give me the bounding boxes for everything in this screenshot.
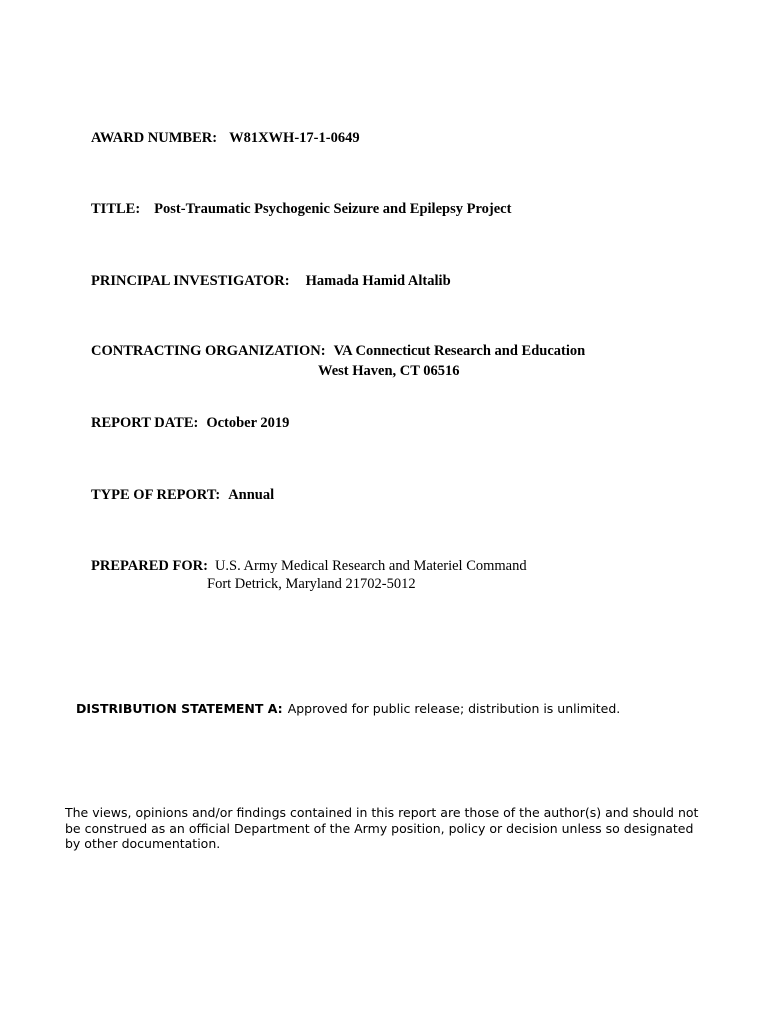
award-number-line xyxy=(91,130,360,147)
title-line xyxy=(91,201,511,218)
prepared-for-line xyxy=(91,558,527,575)
contracting-organization-label: CONTRACTING ORGANIZATION: xyxy=(91,343,326,359)
report-type-label: TYPE OF REPORT: xyxy=(91,487,221,503)
disclaimer-line-2: be construed as an official Department of the Army position, policy or decision unless so designated xyxy=(65,821,694,836)
prepared-for-address: Fort Detrick, Maryland 21702-5012 xyxy=(207,576,416,592)
distribution-statement-label: DISTRIBUTION STATEMENT A: xyxy=(76,701,283,716)
contracting-organization-line xyxy=(91,343,585,360)
report-date-value: October 2019 xyxy=(206,415,290,431)
disclaimer-line-1: The views, opinions and/or findings contained in this report are those of the author(s) and should not xyxy=(65,805,699,820)
contracting-organization-value: VA Connecticut Research and Education xyxy=(333,343,586,359)
contracting-organization-address: West Haven, CT 06516 xyxy=(318,363,460,379)
principal-investigator-label: PRINCIPAL INVESTIGATOR: xyxy=(91,273,290,289)
prepared-for-value: U.S. Army Medical Research and Materiel Command xyxy=(214,558,527,574)
distribution-statement-text: Approved for public release; distribution is unlimited. xyxy=(287,701,621,716)
report-date-line xyxy=(91,415,289,432)
award-number-label: AWARD NUMBER: xyxy=(91,130,218,146)
report-date-label: REPORT DATE: xyxy=(91,415,199,431)
award-number-value: W81XWH-17-1-0649 xyxy=(229,130,360,146)
report-type-value: Annual xyxy=(228,487,275,503)
title-label: TITLE: xyxy=(91,201,141,217)
disclaimer-line-3: by other documentation. xyxy=(65,836,221,851)
prepared-for-label: PREPARED FOR: xyxy=(91,558,208,574)
report-type-line xyxy=(91,487,274,504)
distribution-statement xyxy=(76,701,620,716)
title-value: Post-Traumatic Psychogenic Seizure and Epilepsy Project xyxy=(154,201,512,217)
principal-investigator-value: Hamada Hamid Altalib xyxy=(305,273,451,289)
principal-investigator-line xyxy=(91,273,451,290)
